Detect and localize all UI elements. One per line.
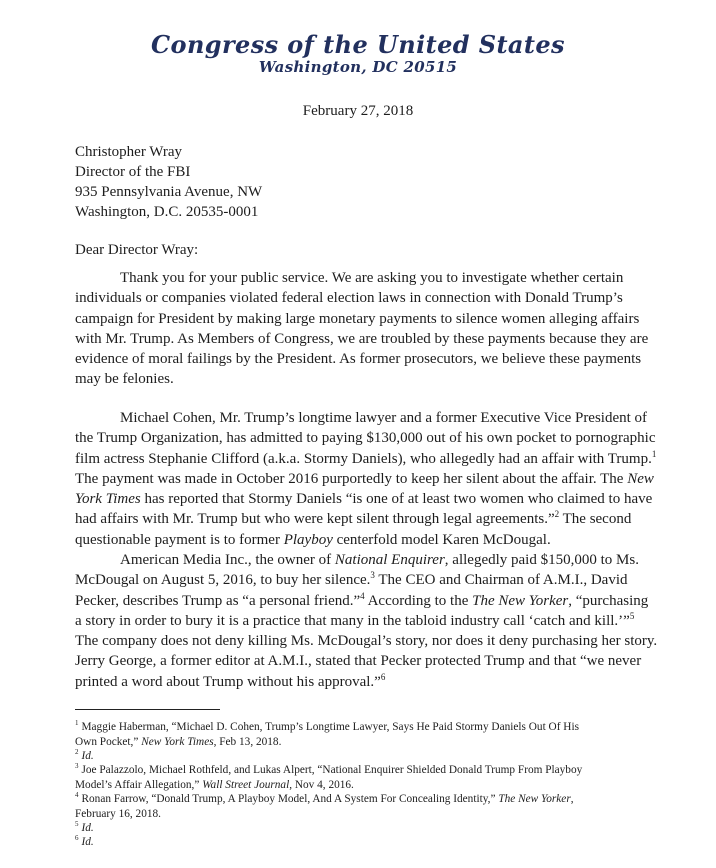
footnote-5: $^5$ Id. bbox=[75, 820, 94, 834]
paragraph-2 bbox=[75, 408, 655, 550]
footnote-1: $^1$ Maggie Haberman, “Michael D. Cohen, Trump’s Longtime Lawyer, Says He Paid Stormy Daniels Out Of His Own Pocket,” New York Times, Feb 13, 2018. bbox=[75, 719, 579, 748]
paragraph-line: The company does not deny killing Ms. McDougal’s story, nor does it deny purchasing her story. bbox=[75, 633, 658, 650]
paragraph-line: film actress Stephanie Clifford (a.k.a. Stormy Daniels), who allegedly had an affair with Trump.$^1$ bbox=[75, 448, 657, 467]
footnote-ref: 1 bbox=[651, 448, 657, 459]
letterhead-title: Congress of the United States bbox=[151, 30, 565, 59]
footnote-ref: 6 bbox=[380, 671, 386, 682]
footnote-3: $^3$ Joe Palazzolo, Michael Rothfeld, and Lukas Alpert, “National Enquirer Shielded Donald Trump From Playboy Model’s Affair Allegation,” Wall Street Journal, Nov 4, 2016. bbox=[75, 762, 583, 791]
recipient-street: 935 Pennsylvania Avenue, NW bbox=[75, 184, 263, 200]
paragraph-line: York Times has reported that Stormy Daniels “is one of at least two women who claimed to have bbox=[75, 491, 653, 508]
paragraph-3 bbox=[75, 550, 658, 692]
footnote-divider bbox=[75, 709, 220, 710]
recipient-title: Director of the FBI bbox=[75, 164, 191, 180]
footnote-ref: 4 bbox=[360, 590, 365, 601]
paragraph-line: McDougal on August 5, 2016, to buy her silence.$^3$ The CEO and Chairman of A.M.I., David bbox=[75, 570, 628, 589]
paragraph-line: campaign for President by making large monetary payments to silence women alleging affairs bbox=[75, 310, 640, 327]
paragraph-line: American Media Inc., the owner of National Enquirer, allegedly paid $150,000 to Ms. bbox=[120, 552, 639, 568]
paragraph-line: with Mr. Trump. As Members of Congress, we are troubled by these payments because they are bbox=[75, 330, 649, 347]
footnote-ref: 2 bbox=[554, 509, 560, 520]
paragraph-line: Michael Cohen, Mr. Trump’s longtime lawyer and a former Executive Vice President of bbox=[120, 410, 648, 426]
letter-date: February 27, 2018 bbox=[302, 103, 414, 119]
footnote-4: $^4$ Ronan Farrow, “Donald Trump, A Playboy Model, And A System For Concealing Identity,” The New Yorker, February 16, 2018. bbox=[75, 791, 574, 820]
paragraph-line: had affairs with Mr. Trump but who were kept silent through legal agreements.”$^2$ The second bbox=[75, 509, 632, 528]
letterhead-subtitle: Washington, DC 20515 bbox=[258, 58, 458, 76]
salutation: Dear Director Wray: bbox=[75, 242, 199, 258]
paragraph-line: may be felonies. bbox=[75, 371, 174, 388]
footnote-6: $^6$ Id. bbox=[75, 834, 94, 848]
paragraph-line: the Trump Organization, has admitted to paying $130,000 out of his own pocket to pornographic bbox=[75, 430, 656, 447]
recipient-city: Washington, D.C. 20535-0001 bbox=[75, 204, 259, 220]
paragraph-line: individuals or companies violated federal election laws in connection with Donald Trump’s bbox=[75, 290, 623, 307]
footnote-ref: 3 bbox=[370, 570, 375, 581]
paragraph-line: a story in order to bury it is a practice that many in the tabloid industry call ‘catch and kill.’”$^5$ bbox=[75, 610, 635, 629]
paragraph-line: Pecker, describes Trump as “a personal friend.”$^4$ According to the The New Yorker, “purchasing bbox=[75, 590, 649, 609]
recipient-name: Christopher Wray bbox=[75, 144, 183, 160]
paragraph-line: printed a word about Trump without his approval.”$^6$ bbox=[75, 671, 386, 690]
paragraph-line: Thank you for your public service. We are asking you to investigate whether certain bbox=[120, 270, 624, 286]
paragraph-line: evidence of moral failings by the President. As former prosecutors, we believe these payments bbox=[75, 351, 642, 368]
paragraph-1 bbox=[75, 268, 655, 390]
paragraph-line: The payment was made in October 2016 purportedly to keep her silent about the affair. The New bbox=[75, 470, 654, 487]
footnote-ref: 5 bbox=[629, 610, 635, 621]
paragraph-line: questionable payment is to former Playboy centerfold model Karen McDougal. bbox=[75, 531, 551, 548]
paragraph-line: Jerry George, a former editor at A.M.I., stated that Pecker protected Trump and that “we never bbox=[75, 653, 642, 670]
recipient-address bbox=[75, 142, 262, 222]
footnote-2: $^2$ Id. bbox=[75, 748, 94, 762]
